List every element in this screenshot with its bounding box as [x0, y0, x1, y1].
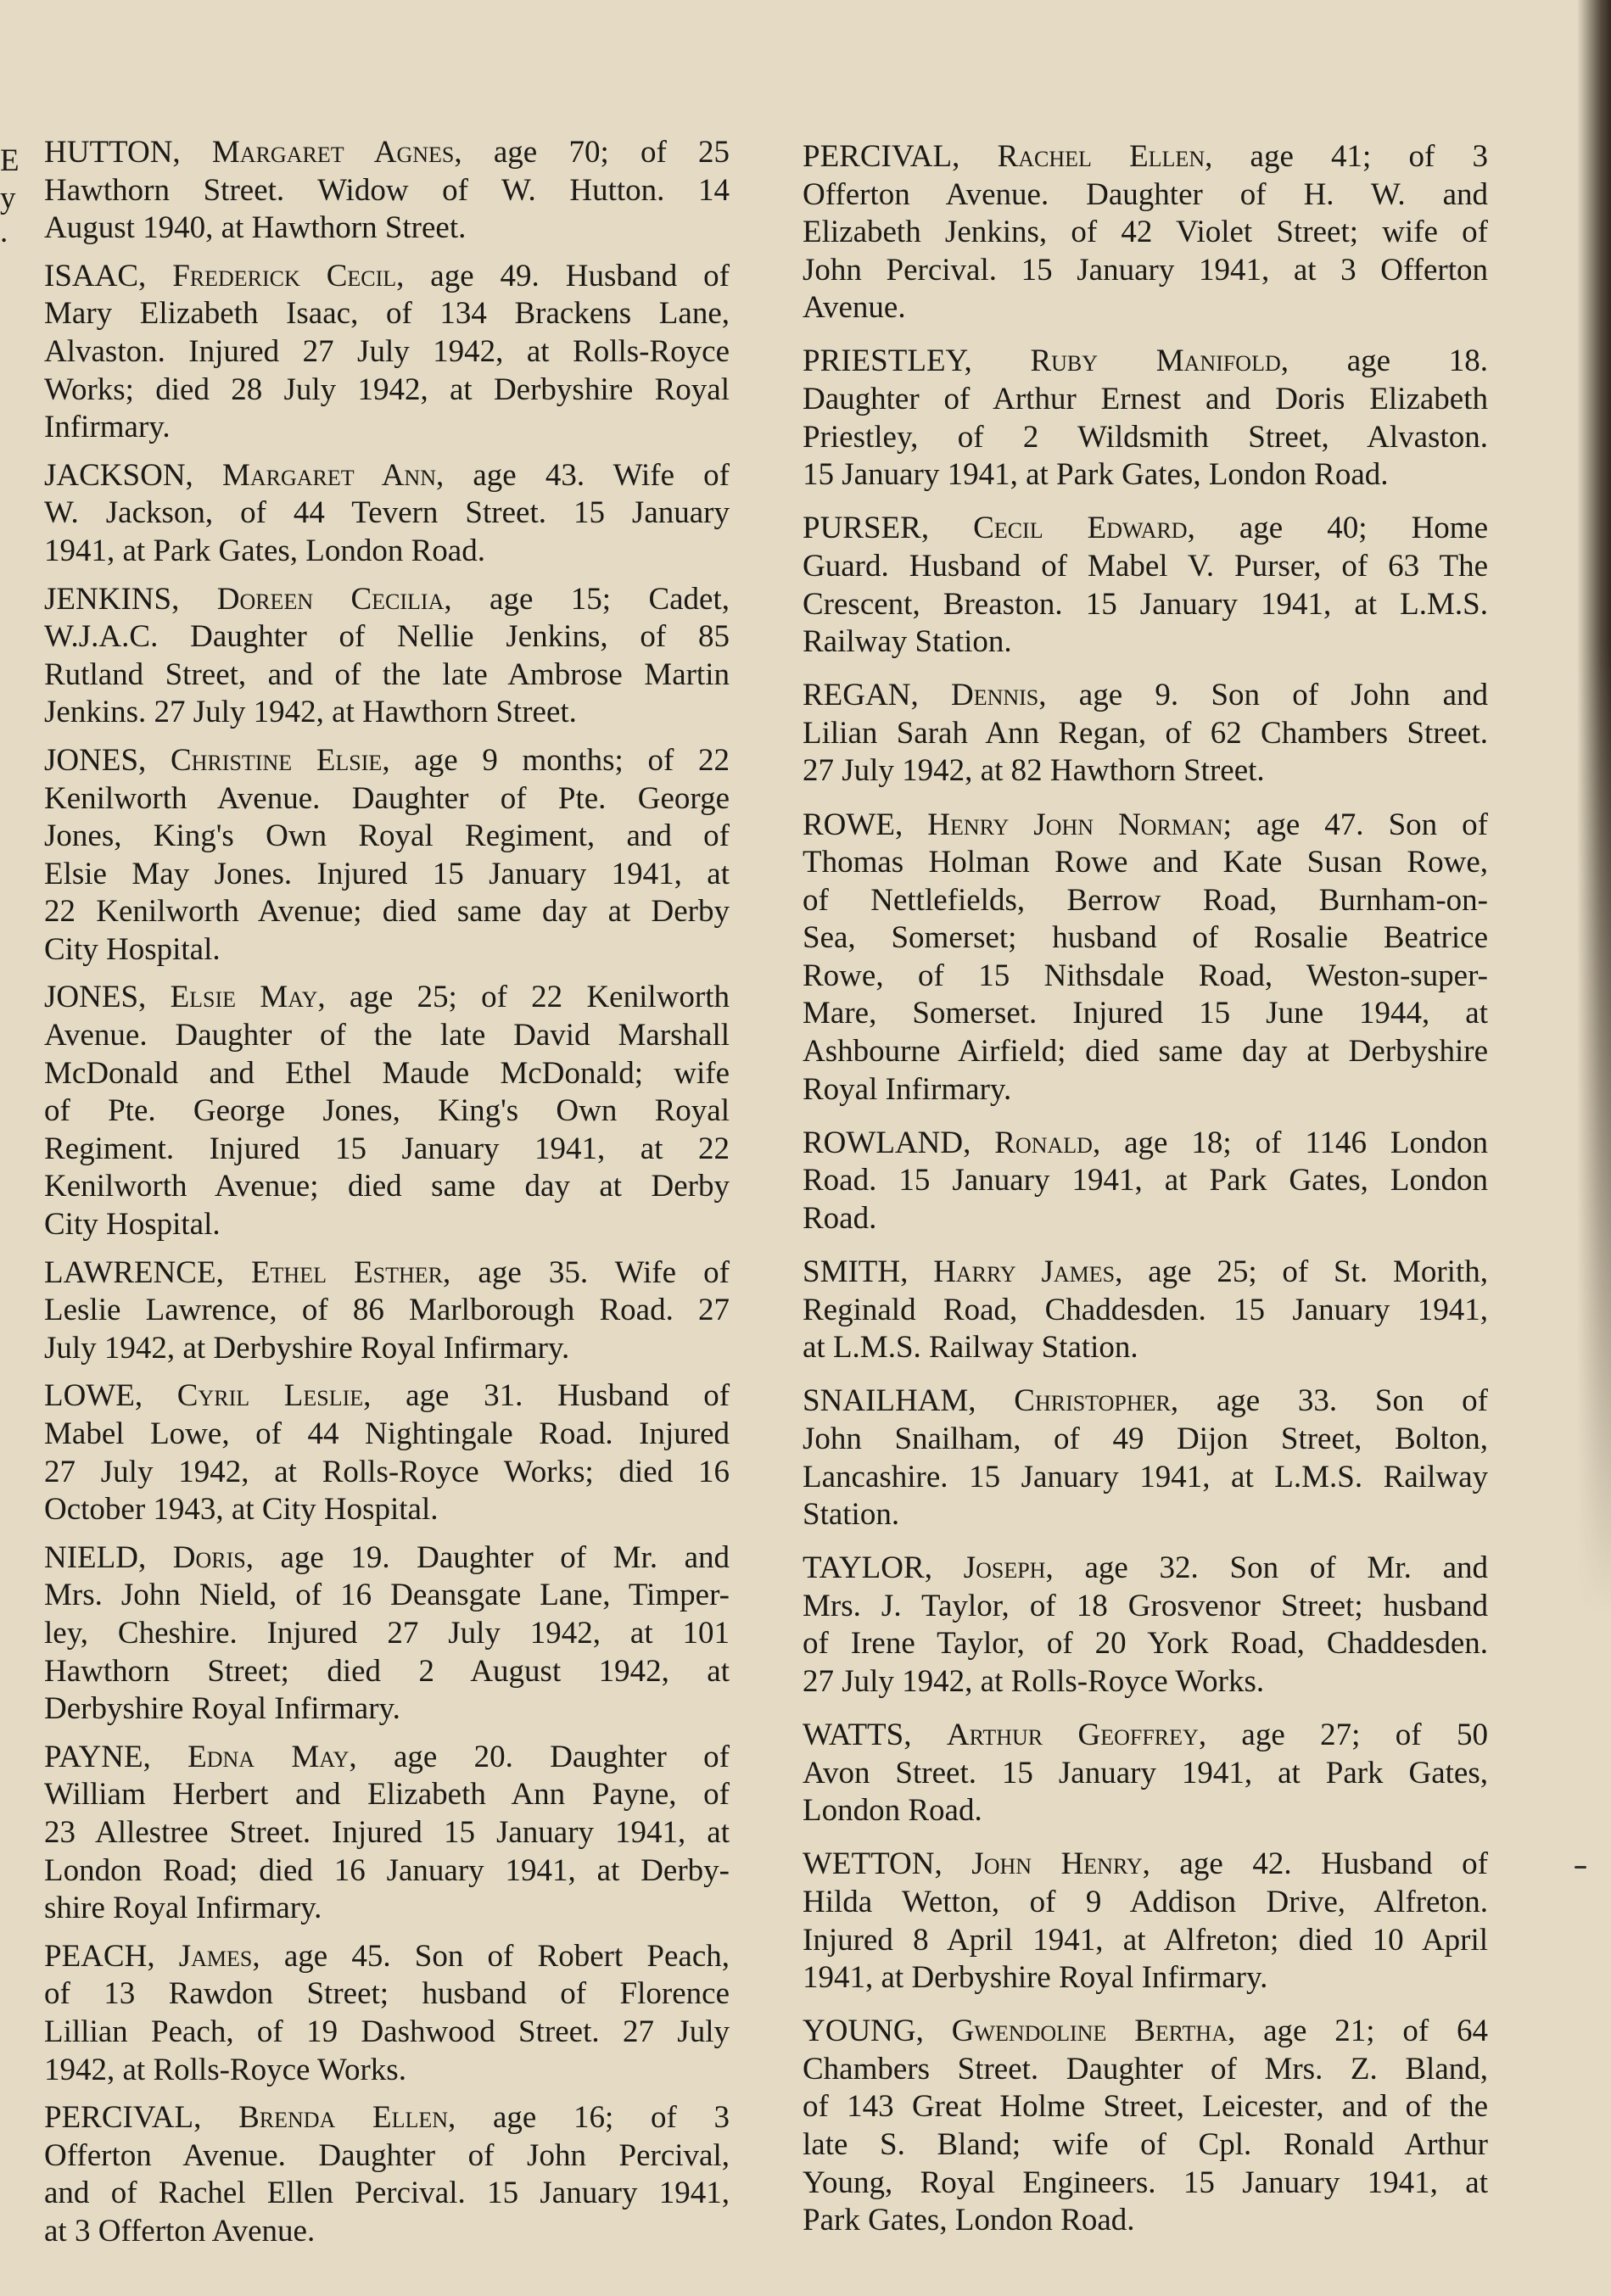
given-names: John Henry	[971, 1846, 1143, 1882]
entry-line: at L.M.S. Railway Station.	[803, 1330, 1138, 1366]
entry-line: Royal Infirmary.	[803, 1071, 1012, 1107]
entry-line: Alvaston. Injured 27 July 1942, at Rolls-Royce	[44, 333, 730, 369]
entry-line: JONES, Elsie May, age 25; of 22 Kenilworth	[44, 980, 730, 1015]
given-names: Cecil Edward	[973, 511, 1188, 546]
surname: TAYLOR	[803, 1550, 925, 1586]
casualty-entry	[44, 1938, 730, 2089]
given-names: Ronald	[994, 1125, 1093, 1160]
entry-line: ley, Cheshire. Injured 27 July 1942, at 101	[44, 1615, 730, 1651]
entry-line: Avon Street. 15 January 1941, at Park Gates,	[803, 1755, 1488, 1790]
entry-line: of Nettlefields, Berrow Road, Burnham-on-	[803, 882, 1488, 918]
casualty-entry	[803, 1717, 1488, 1830]
margin-fragment: y	[0, 181, 16, 215]
entry-line: Lilian Sarah Ann Regan, of 62 Chambers Street.	[803, 715, 1488, 751]
given-names: Brenda Ellen	[238, 2100, 449, 2136]
casualty-entry	[44, 258, 730, 447]
surname: YOUNG	[803, 2014, 916, 2049]
entry-line: LOWE, Cyril Leslie, age 31. Husband of	[44, 1378, 730, 1414]
entry-line: Hilda Wetton, of 9 Addison Drive, Alfreton.	[803, 1884, 1488, 1919]
entry-line: LAWRENCE, Ethel Esther, age 35. Wife of	[44, 1254, 730, 1290]
entry-line: Jones, King's Own Royal Regiment, and of	[44, 818, 730, 854]
entry-line: Derbyshire Royal Infirmary.	[44, 1691, 400, 1727]
entry-line: ROWLAND, Ronald, age 18; of 1146 London	[803, 1125, 1488, 1160]
entry-line: Elizabeth Jenkins, of 42 Violet Street; wife of	[803, 215, 1488, 250]
entry-line: Leslie Lawrence, of 86 Marlborough Road. 27	[44, 1293, 730, 1328]
casualty-entry	[44, 979, 730, 1243]
casualty-entry	[803, 510, 1488, 661]
entry-line: City Hospital.	[44, 1207, 221, 1243]
entry-line: Guard. Husband of Mabel V. Purser, of 63 The	[803, 548, 1488, 584]
given-names: Ruby Manifold	[1030, 344, 1281, 379]
entry-line: JACKSON, Margaret Ann, age 43. Wife of	[44, 457, 730, 493]
surname: JONES	[44, 980, 139, 1015]
entry-text: , age 9 months; of 22	[382, 742, 730, 778]
entry-line: John Snailham, of 49 Dijon Street, Bolton,	[803, 1421, 1488, 1456]
entry-line: shire Royal Infirmary.	[44, 1891, 322, 1926]
casualty-entry	[44, 134, 730, 248]
given-names: Margaret Agnes	[211, 135, 455, 170]
entry-text: , age 16; of 3	[448, 2100, 730, 2136]
entry-line: PERCIVAL, Rachel Ellen, age 41; of 3	[803, 139, 1488, 174]
casualty-entry	[44, 1254, 730, 1368]
stray-mark	[1575, 1866, 1586, 1869]
entry-text: , age 70; of 25	[454, 135, 730, 170]
entry-line: Lillian Peach, of 19 Dashwood Street. 27 July	[44, 2014, 730, 2049]
entry-line: and of Rachel Ellen Percival. 15 January 1941,	[44, 2176, 730, 2211]
casualty-entry	[803, 1125, 1488, 1238]
casualty-entry	[44, 742, 730, 969]
entry-line: William Herbert and Elizabeth Ann Payne, of	[44, 1777, 730, 1813]
surname: HUTTON	[44, 135, 173, 170]
entry-line: Crescent, Breaston. 15 January 1941, at L.M.S.	[803, 586, 1488, 622]
casualty-entry	[803, 1846, 1488, 1997]
casualty-entry	[803, 2013, 1488, 2240]
entry-text: , age 25; of 22 Kenilworth	[317, 980, 730, 1015]
entry-line: 1941, at Derbyshire Royal Infirmary.	[803, 1960, 1268, 1996]
casualty-entry	[803, 1550, 1488, 1701]
entry-line: Chambers Street. Daughter of Mrs. Z. Bland,	[803, 2051, 1488, 2087]
entry-text: , age 45. Son of Robert Peach,	[252, 1938, 730, 1974]
surname: ROWLAND	[803, 1125, 964, 1160]
entry-line: REGAN, Dennis, age 9. Son of John and	[803, 678, 1488, 713]
entry-line: Avenue.	[803, 290, 906, 326]
entry-line: London Road; died 16 January 1941, at Derby-	[44, 1852, 730, 1888]
entry-line: 1942, at Rolls-Royce Works.	[44, 2052, 406, 2087]
entry-line: Ashbourne Airfield; died same day at Derbyshire	[803, 1034, 1488, 1070]
entry-line: NIELD, Doris, age 19. Daughter of Mr. and	[44, 1539, 730, 1575]
given-names: Elsie May	[170, 980, 318, 1015]
entry-line: PURSER, Cecil Edward, age 40; Home	[803, 511, 1488, 546]
entry-line: Regiment. Injured 15 January 1941, at 22	[44, 1131, 730, 1166]
entry-text: , age 21; of 64	[1227, 2014, 1489, 2049]
surname: PERCIVAL	[803, 139, 953, 174]
entry-text: , age 42. Husband of	[1142, 1846, 1489, 1882]
casualty-entry	[803, 138, 1488, 327]
casualty-entry	[803, 677, 1488, 790]
entry-text: , age 19. Daughter of Mr. and	[245, 1539, 730, 1575]
entry-line: WATTS, Arthur Geoffrey, age 27; of 50	[803, 1718, 1488, 1753]
surname: JACKSON	[44, 457, 186, 493]
given-names: Henry John Norman;	[927, 807, 1232, 842]
given-names: Margaret Ann	[221, 457, 436, 493]
casualty-entry	[803, 1254, 1488, 1367]
entry-text: , age 35. Wife of	[443, 1254, 730, 1290]
surname: NIELD	[44, 1539, 138, 1575]
given-names: Joseph	[963, 1550, 1046, 1586]
entry-text: , age 9. Son of John and	[1038, 678, 1488, 713]
surname: JENKINS	[44, 581, 172, 617]
entry-text: , age 49. Husband of	[396, 258, 730, 293]
entry-line: Mrs. John Nield, of 16 Deansgate Lane, Timper-	[44, 1578, 730, 1613]
entry-line: July 1942, at Derbyshire Royal Infirmary.	[44, 1330, 570, 1366]
given-names: Harry James	[933, 1254, 1116, 1290]
entry-line: 27 July 1942, at 82 Hawthorn Street.	[803, 753, 1265, 789]
entry-line: Injured 8 April 1941, at Alfreton; died 10 April	[803, 1922, 1488, 1958]
entry-text: , age 27; of 50	[1198, 1718, 1488, 1753]
entry-line: Reginald Road, Chaddesden. 15 January 1941,	[803, 1292, 1488, 1327]
entry-line: 27 July 1942, at Rolls-Royce Works; died 16	[44, 1454, 730, 1489]
entry-line: YOUNG, Gwendoline Bertha, age 21; of 64	[803, 2014, 1489, 2049]
entry-line: Sea, Somerset; husband of Rosalie Beatrice	[803, 920, 1488, 956]
entry-line: Elsie May Jones. Injured 15 January 1941, at	[44, 856, 730, 891]
given-names: Doris	[172, 1539, 246, 1575]
entry-line: ROWE, Henry John Norman; age 47. Son of	[803, 807, 1488, 842]
entry-text: , age 41; of 3	[1205, 139, 1488, 174]
casualty-entry	[44, 457, 730, 571]
entry-line: WETTON, John Henry, age 42. Husband of	[803, 1846, 1489, 1882]
surname: WETTON	[803, 1846, 935, 1882]
surname: WATTS	[803, 1718, 904, 1753]
entry-line: Hawthorn Street. Widow of W. Hutton. 14	[44, 172, 730, 208]
given-names: Doreen Cecilia	[216, 581, 445, 617]
entry-line: 15 January 1941, at Park Gates, London Road.	[803, 457, 1389, 493]
surname: PURSER	[803, 511, 921, 546]
entry-text: , age 20. Daughter of	[349, 1739, 730, 1774]
page-edge-shadow	[1577, 0, 1611, 1612]
surname: LAWRENCE	[44, 1254, 216, 1290]
entry-line: Mare, Somerset. Injured 15 June 1944, at	[803, 996, 1488, 1031]
entry-line: Road. 15 January 1941, at Park Gates, London	[803, 1163, 1488, 1198]
given-names: Rachel Ellen	[997, 139, 1205, 174]
entry-text: , age 18.	[1280, 344, 1488, 379]
entry-line: Rutland Street, and of the late Ambrose Martin	[44, 656, 730, 692]
entry-line: Infirmary.	[44, 410, 171, 445]
entry-line: Rowe, of 15 Nithsdale Road, Weston-super-	[803, 958, 1488, 993]
entry-line: 22 Kenilworth Avenue; died same day at Derby	[44, 894, 730, 930]
entry-text: , age 18; of 1146 London	[1092, 1125, 1488, 1160]
entry-line: Kenilworth Avenue. Daughter of Pte. George	[44, 780, 730, 816]
casualty-entry	[44, 2099, 730, 2250]
entry-line: Station.	[803, 1497, 900, 1533]
surname: LOWE	[44, 1378, 135, 1414]
entry-line: Hawthorn Street; died 2 August 1942, at	[44, 1653, 730, 1689]
entry-line: HUTTON, Margaret Agnes, age 70; of 25	[44, 135, 730, 170]
margin-fragment: .	[0, 215, 8, 249]
entry-line: 27 July 1942, at Rolls-Royce Works.	[803, 1663, 1265, 1699]
entry-line: TAYLOR, Joseph, age 32. Son of Mr. and	[803, 1550, 1488, 1586]
entry-text: , age 40; Home	[1187, 511, 1488, 546]
margin-fragment: E	[0, 143, 20, 178]
entry-line: London Road.	[803, 1793, 982, 1829]
left-column	[44, 134, 730, 2260]
entry-line: Mabel Lowe, of 44 Nightingale Road. Injured	[44, 1416, 730, 1451]
entry-line: Offerton Avenue. Daughter of John Percival,	[44, 2137, 730, 2173]
entry-line: McDonald and Ethel Maude McDonald; wife	[44, 1055, 730, 1091]
given-names: Gwendoline Bertha	[951, 2014, 1228, 2049]
entry-line: W.J.A.C. Daughter of Nellie Jenkins, of 85	[44, 619, 730, 655]
given-names: Christine Elsie	[171, 742, 383, 778]
given-names: Arthur Geoffrey	[946, 1718, 1199, 1753]
casualty-entry	[803, 343, 1488, 494]
entry-line: Railway Station.	[803, 624, 1012, 660]
entry-line: Jenkins. 27 July 1942, at Hawthorn Street.	[44, 695, 577, 730]
given-names: Edna May	[187, 1739, 350, 1774]
entry-text: , age 25; of St. Morith,	[1115, 1254, 1488, 1290]
entry-line: late S. Bland; wife of Cpl. Ronald Arthur	[803, 2127, 1488, 2162]
casualty-entry	[803, 1383, 1488, 1533]
given-names: Frederick Cecil	[172, 258, 397, 293]
casualty-entry	[44, 1539, 730, 1729]
given-names: Christopher	[1014, 1383, 1171, 1419]
entry-line: ISAAC, Frederick Cecil, age 49. Husband of	[44, 258, 730, 293]
entry-line: of 13 Rawdon Street; husband of Florence	[44, 1976, 730, 2012]
given-names: Dennis	[950, 678, 1039, 713]
given-names: Ethel Esther	[250, 1254, 444, 1290]
entry-line: at 3 Offerton Avenue.	[44, 2213, 316, 2249]
entry-line: of Pte. George Jones, King's Own Royal	[44, 1093, 730, 1129]
entry-line: Lancashire. 15 January 1941, at L.M.S. Railway	[803, 1459, 1488, 1494]
entry-text: , age 43. Wife of	[435, 457, 730, 493]
entry-line: Avenue. Daughter of the late David Marshall	[44, 1018, 730, 1053]
entry-line: Kenilworth Avenue; died same day at Derby	[44, 1169, 730, 1204]
casualty-entry	[44, 581, 730, 732]
surname: PEACH	[44, 1938, 148, 1974]
entry-line: JONES, Christine Elsie, age 9 months; of 22	[44, 742, 730, 778]
entry-line: 1941, at Park Gates, London Road.	[44, 533, 485, 568]
entry-line: SMITH, Harry James, age 25; of St. Morith,	[803, 1254, 1488, 1290]
entry-text: , age 32. Son of Mr. and	[1045, 1550, 1488, 1586]
entry-line: of Irene Taylor, of 20 York Road, Chaddesden.	[803, 1626, 1488, 1662]
surname: ROWE	[803, 807, 895, 842]
entry-line: of 143 Great Holme Street, Leicester, and of the	[803, 2089, 1488, 2125]
right-column	[803, 138, 1488, 2255]
surname: JONES	[44, 742, 139, 778]
surname: REGAN	[803, 678, 911, 713]
surname: PERCIVAL	[44, 2100, 194, 2136]
given-names: James	[178, 1938, 253, 1974]
given-names: Cyril Leslie	[176, 1378, 364, 1414]
entry-text: , age 15; Cadet,	[444, 581, 730, 617]
entry-line: Mrs. J. Taylor, of 18 Grosvenor Street; husband	[803, 1588, 1488, 1623]
entry-text: , age 33. Son of	[1170, 1383, 1488, 1419]
entry-line: Priestley, of 2 Wildsmith Street, Alvaston.	[803, 419, 1488, 455]
casualty-entry	[44, 1739, 730, 1928]
entry-line: PAYNE, Edna May, age 20. Daughter of	[44, 1739, 730, 1774]
entry-line: October 1943, at City Hospital.	[44, 1492, 439, 1528]
entry-line: Offerton Avenue. Daughter of H. W. and	[803, 176, 1488, 212]
entry-line: JENKINS, Doreen Cecilia, age 15; Cadet,	[44, 581, 730, 617]
entry-line: August 1940, at Hawthorn Street.	[44, 210, 467, 246]
surname: PRIESTLEY	[803, 344, 965, 379]
entry-line: PRIESTLEY, Ruby Manifold, age 18.	[803, 344, 1488, 379]
surname: SMITH	[803, 1254, 901, 1290]
entry-line: John Percival. 15 January 1941, at 3 Offerton	[803, 252, 1488, 288]
entry-text: , age 31. Husband of	[363, 1378, 730, 1414]
casualty-entry	[803, 807, 1488, 1109]
entry-line: PERCIVAL, Brenda Ellen, age 16; of 3	[44, 2100, 730, 2136]
entry-line: W. Jackson, of 44 Tevern Street. 15 January	[44, 495, 730, 531]
entry-line: Young, Royal Engineers. 15 January 1941, at	[803, 2165, 1488, 2200]
surname: SNAILHAM	[803, 1383, 969, 1419]
surname: PAYNE	[44, 1739, 143, 1774]
entry-line: Mary Elizabeth Isaac, of 134 Brackens Lane,	[44, 296, 730, 332]
casualty-entry	[44, 1377, 730, 1528]
entry-line: SNAILHAM, Christopher, age 33. Son of	[803, 1383, 1488, 1419]
entry-line: Road.	[803, 1200, 877, 1236]
entry-line: Thomas Holman Rowe and Kate Susan Rowe,	[803, 845, 1488, 880]
entry-line: 23 Allestree Street. Injured 15 January 1941, at	[44, 1814, 730, 1850]
entry-line: PEACH, James, age 45. Son of Robert Peach,	[44, 1938, 730, 1974]
entry-text: age 47. Son of	[1231, 807, 1488, 842]
entry-line: City Hospital.	[44, 931, 221, 967]
entry-line: Works; died 28 July 1942, at Derbyshire Royal	[44, 371, 730, 407]
entry-line: Park Gates, London Road.	[803, 2203, 1135, 2238]
surname: ISAAC	[44, 258, 139, 293]
entry-line: Daughter of Arthur Ernest and Doris Elizabeth	[803, 382, 1488, 417]
